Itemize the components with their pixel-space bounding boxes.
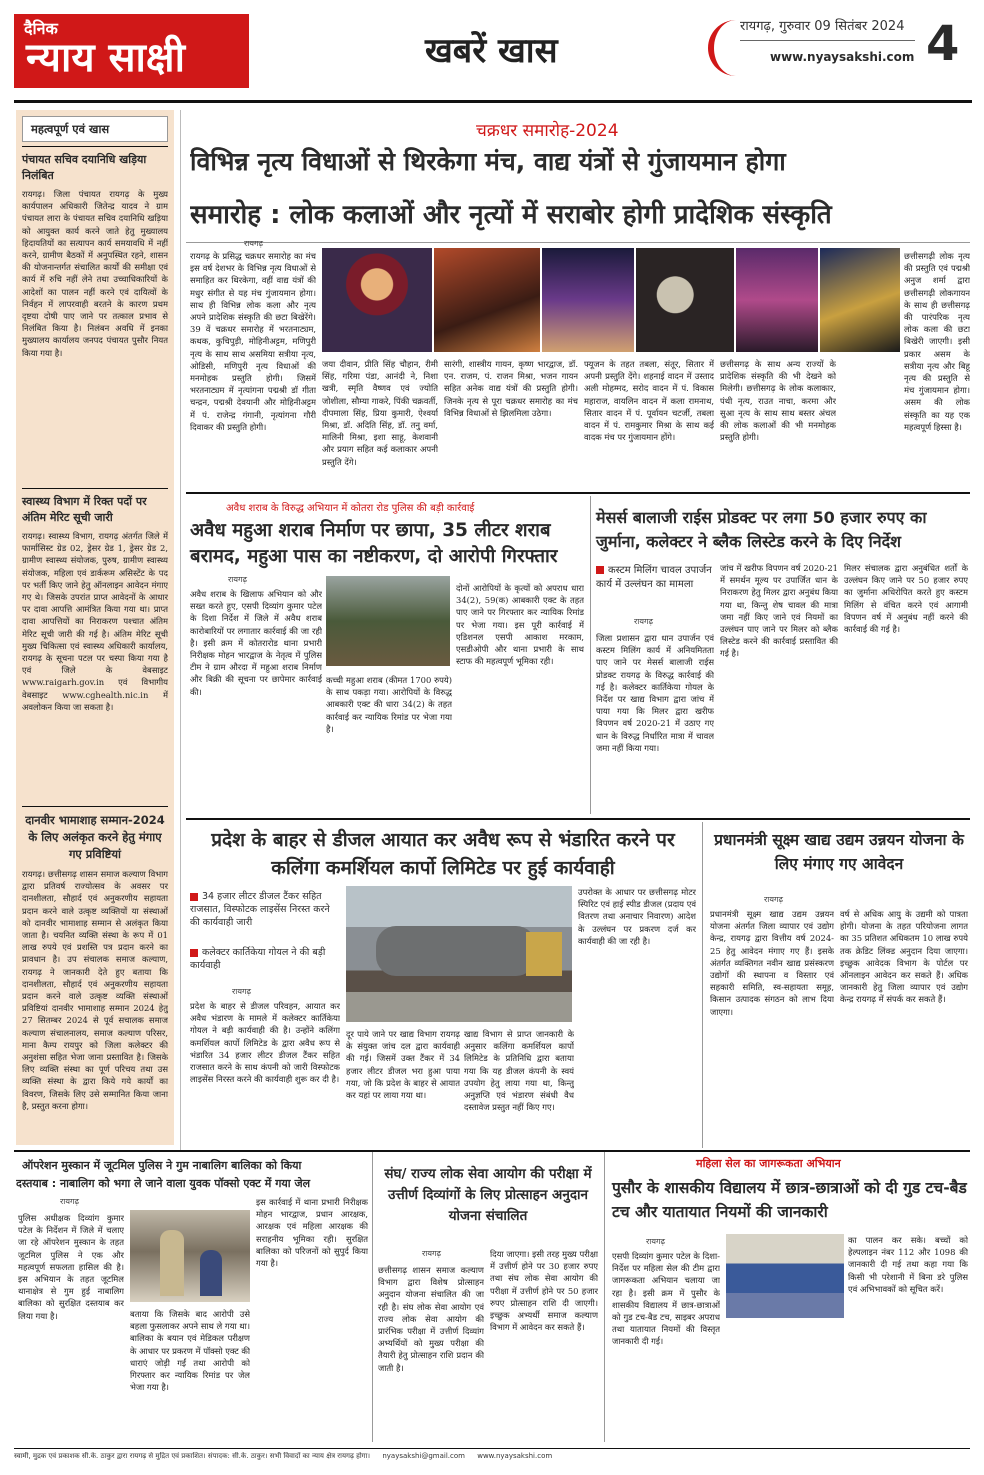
- pusour-kicker: महिला सेल का जागरूकता अभियान: [696, 1157, 841, 1170]
- police-girl-photo: [130, 1210, 250, 1302]
- feature-col2: जया दीवान, प्रीति सिंह चौहान, रीमी सिंह, गरिमा पंडा, आनंदी ने, निशा खत्री, स्मृति वैष्णव एवं ज्योति जोशीला, सौम्या गाकरे, पिंकी चक्रवर्ती, दीपमाला सिंह, प्रिया कुमारी, ऐश्वर्या मिश्रा, डॉ. अदिति सिंह, डॉ. तनु वर्मा, मालिनी मिश्रा, इशा साहू, केशवानी और प्रयाग सहित कई कलाकार अपनी प्रस्तुति देंगे।: [322, 359, 438, 467]
- students-classroom-photo: [726, 1234, 844, 1318]
- page-number: 4: [926, 16, 960, 72]
- mahua-body1: अवैध शराब के खिलाफ अभियान को और सख्त करते हुए, एसपी दिव्यांग कुमार पटेल के दिशा निर्देश में जिले में अवैध शराब कारोबारियों पर लगातार कार्रवाई की जा रही है। इसी क्रम में कोतरारोड थाना प्रभारी निरीक्षक मोहन भारद्वाज के नेतृत्व में पुलिस टीम ने ग्राम औरदा में महुआ शराब निर्माण और बिक्री की सूचना पर छापेमार कार्रवाई की।: [190, 589, 322, 697]
- bullet-square-icon: [190, 893, 198, 901]
- sidebar-story-1-body: रायगढ़। जिला पंचायत रायगढ़ के मुख्य कार्यपालन अधिकारी जितेन्द्र यादव ने ग्राम पंचायत लारा के पंचायत सचिव दयानिधि खड़िया को आयुक्त कार्य करने जाते हेतु मुख्यालय हिदायतियों का सत्यापन कार्य समयावधि में नहीं करने, ग्रामीण बैठकों में अनुपस्थित रहने, शासन की योजनान्तर्गत संचालित कार्यों की समीक्षा एवं कार्य में रुचि नहीं लेने तथा उच्चाधिकारियों के आदेशों का पालन नहीं करने एवं दायित्वों के निर्वहन में लापरवाही बरतने के कारण प्रथम दृष्टया दोषी पाए जाने पर तत्काल प्रभाव से निलंबित किया है। निलंबन अवधि में इनका मुख्यालय कार्यालय जनपद पंचायत पुसौर नियत किया गया है।: [22, 189, 168, 358]
- footer-website: www.nyaysakshi.com: [477, 1452, 553, 1460]
- brand-logo: [14, 14, 249, 88]
- muskan-headline-line2: दस्तयाब : नाबालिग को भगा ले जाने वाला युवक पॉक्सो एक्ट में गया जेल: [16, 1177, 311, 1190]
- muskan-headline-line1: ऑपरेशन मुस्कान में जूटमिल पुलिस ने गुम नाबालिग बालिका को किया: [22, 1159, 302, 1172]
- diesel-body2: दूर पाये जाने पर खाद्य विभाग रायगढ़ के संयुक्त जांच दल द्वारा कार्यवाही की गई। जिसमें उक्त टैंकर में 34 हजार लीटर डीजल भरा हुआ पाया गया, जो कि प्रदेश के बाहर से आयात कर यहां पर लाया गया था।: [346, 1029, 460, 1101]
- sidebar-story-1-headline: पंचायत सचिव दयानिधि खड़िया निलंबित: [22, 153, 147, 182]
- upsc-body1: छत्तीसगढ़ शासन समाज कल्याण विभाग द्वारा विशेष प्रोत्साहन अनुदान योजना संचालित की जा रही है। संघ लोक सेवा आयोग एवं राज्य लोक सेवा आयोग की प्रारंभिक परीक्षा में उत्तीर्ण दिव्यांग अभ्यर्थियों को मुख्य परीक्षा की तैयारी हेतु प्रोत्साहन राशि प्रदान की जाती है।: [378, 1265, 484, 1373]
- pm-body1: प्रधानमंत्री सूक्ष्म खाद्य उद्यम उन्नयन योजना अंतर्गत जिला व्यापार एवं उद्योग केन्द्र, रायगढ़ द्वारा वित्तीय वर्ष 2024-25 हेतु आवेदन मंगाए गए हैं। इसके अंतर्गत व्यक्तिगत नवीन खाद्य प्रसंस्करण उद्योगों की स्थापना व विस्तार एवं सहकारी समिति, स्व-सहायता समूह, किसान उत्पादक संगठन को लाभ दिया जाएगा।: [710, 909, 834, 1017]
- website: www.nyaysakshi.com: [770, 50, 915, 64]
- mahua-headline: अवैध महुआ शराब निर्माण पर छापा, 35 लीटर शराब बरामद, महुआ पास का नष्टीकरण, दो आरोपी गिरफ्तार: [190, 520, 558, 567]
- upsc-incentive-story: [376, 1152, 600, 1448]
- rice-headline: मेसर्स बालाजी राईस प्रोडक्ट पर लगा 50 हजार रुपए का जुर्माना, कलेक्टर ने ब्लैक लिस्टेड करने के दिए निर्देश: [596, 508, 927, 551]
- sidebar: [16, 110, 174, 1145]
- pusour-byline: रायगढ़: [646, 1237, 665, 1246]
- footer-email: nyaysakshi@gmail.com: [382, 1452, 465, 1460]
- pusour-school-story: [608, 1152, 970, 1448]
- tabla-player-photo: [636, 248, 734, 352]
- diesel-body1: प्रदेश के बाहर से डीजल परिवहन, आयात कर अवैध भंडारण के मामले में कलेक्टर कार्तिकेया गोयल ने बड़ी कार्यवाही की है। उन्होंने कलिंगा कमर्शियल कार्पो लिमिटेड के द्वारा अवैध रूप से भंडारित 34 हजार लीटर डीजल टैंकर सहित राजसात करने के साथ कंपनी को जारी विस्फोटक लाइसेंस निरस्त करने की कार्यवाही शुरू कर दी है।: [190, 1001, 340, 1085]
- dateline: रायगढ़, गुरुवार 09 सितंबर 2024: [740, 19, 905, 34]
- rice-mill-story: [594, 496, 970, 814]
- feature-headline-line2: समारोह : लोक कलाओं और नृत्यों में सराबोर होगी प्रादेशिक संस्कृति: [190, 200, 832, 230]
- dance-stage-photo: [736, 248, 818, 352]
- feature-col1: रायगढ़ के प्रसिद्ध चक्रधर समारोह का मंच इस वर्ष देशभर के विभिन्न नृत्य विधाओं से समाहित कर थिरकेगा, वहीं वाद्य यंत्रों की मधुर संगीत से यह मंच गुंजायमान होगा। साथ ही विभिन्न लोक कला और नृत्य अपने प्रादेशिक संस्कृति की छटा बिखेरेंगे। 39 वें चक्रधर समारोह में भरतनाट्यम, कथक, कुचिपुड़ी, मोहिनीअट्टम, मणिपुरी नृत्य के साथ साथ असमिया सत्रीया नृत्य, ओडिसी, मणिपुरी नृत्य विधाओं की मनमोहक प्रस्तुति होगी। जिसमें भरतनाट्यम में नृत्यांगना पद्मश्री डॉ गीता चन्द्रन, पद्मश्री देवयानी और मोहिनीअट्टम में पं. राजेन्द्र गंगानी, नृत्यांगना गौरी दिवाकर की प्रस्तुति होगी।: [190, 251, 316, 432]
- upsc-byline: रायगढ़: [422, 1249, 441, 1258]
- diesel-bullet-2-text: कलेक्टर कार्तिकेया गोयल ने की बड़ी कार्यवाही: [190, 947, 326, 971]
- tanker-body: [376, 926, 536, 976]
- mahua-kicker: अवैध शराब के विरुद्ध अभियान में कोतरा रोड पुलिस की बड़ी कार्रवाई: [226, 503, 475, 514]
- pusour-body1: एसपी दिव्यांग कुमार पटेल के दिशा-निर्देश पर महिला सेल की टीम द्वारा जागरूकता अभियान चलाया जा रहा है। इसी क्रम में पुसौर के शासकीय विद्यालय में छात्र-छात्राओं को गुड टच-बैड टच, साइबर अपराध तथा यातायात नियमों की विस्तृत जानकारी दी गई।: [612, 1251, 720, 1347]
- masthead: [0, 0, 984, 100]
- girl-figure: [200, 1250, 222, 1296]
- pusour-headline: पुसौर के शासकीय विद्यालय में छात्र-छात्राओं को दी गुड टच-बैड टच और यातायात नियमों की जानकारी: [612, 1179, 967, 1221]
- operation-muskan-story: [14, 1152, 370, 1448]
- sidebar-title-box: [22, 116, 168, 142]
- police-seizure-photo: [326, 576, 450, 666]
- diesel-bullet-1-text: 34 हजार लीटर डीजल टैंकर सहित राजसात, विस्फोटक लाइसेंस निरस्त करने की कार्यवाही जारी: [190, 891, 330, 928]
- feature-col4: फ्यूजन के तहत तबला, संतूर, सितार में अपनी प्रस्तुति देंगे। शहनाई वादन में उस्ताद अली मोहम्मद, सरोद वादन में पं. विकास महाराज, वायलिन वादन में कला रामनाथ, सितार वादन में पं. पूर्वायन चटर्जी, तबला वादन में पं. रामकुमार मिश्रा के साथ कई वादक मंच पर गुंजायमान होंगे।: [584, 359, 714, 443]
- rice-body3: मिलर संचालक द्वारा अनुबंधित शर्तों के उल्लंघन किए जाने पर 50 हजार रुपए का जुर्माना अधिरोपित करते हुए कस्टम मिलिंग से वंचित करने एवं आगामी विपणन वर्ष में अनुबंध नहीं करने की कार्रवाई की गई है।: [844, 563, 968, 635]
- pm-scheme-story: [706, 822, 970, 1148]
- mahua-body3: दोनों आरोपियों के कृत्यों को अपराध धारा 34(2), 59(क) आबकारी एक्ट के तहत पाए जाने पर गिरफ्तार कर न्यायिक रिमांड पर भेजा गया। इस पूरी कार्रवाई में एडिशनल एसपी आकाश मरकाम, एसडीओपी और थाना प्रभारी के साथ स्टाफ की महत्वपूर्ण भूमिका रही।: [456, 583, 584, 667]
- muskan-body2: बताया कि जिसके बाद आरोपी उसे बहला फुसलाकर अपने साथ ले गया था। बालिका के बयान एवं मेडिकल परीक्षण के आधार पर प्रकरण में पॉक्सो एक्ट की धाराएं जोड़ी गईं तथा आरोपी को गिरफ्तार कर न्यायिक रिमांड पर जेल भेजा गया है।: [130, 1309, 250, 1393]
- officer-figure: [160, 1230, 184, 1296]
- sidebar-story-3-headline: दानवीर भामाशाह सम्मान-2024 के लिए अलंकृत करने हेतु मंगाए गए प्रविष्टियां: [25, 813, 165, 861]
- sidebar-story-3-body: रायगढ़। छत्तीसगढ़ शासन समाज कल्याण विभाग द्वारा प्रतिवर्ष राज्योत्सव के अवसर पर दानशीलता, सौहार्द एवं अनुकरणीय सहायता प्रदान करने वाले उत्कृष्ट व्यक्तियों या संस्थाओं को दानवीर भामाशाह सम्मान से अलंकृत किया जाता है। चयनित व्यक्ति संस्था के रूप में 01 लाख रुपये एवं प्रशस्ति पत्र प्रदान करने का प्रावधान है। उप संचालक समाज कल्याण, रायगढ़ ने जानकारी देते हुए बताया कि दानशीलता, सौहार्द एवं अनुकरणीय सहायता प्रदान करने वाले उत्कृष्ट व्यक्ति संस्थाओं प्रविष्टियां दानवीर भामाशाह सम्मान 2024 हेतु 27 सितम्बर 2024 से पूर्व सचालक समाज कल्याण संचालनालय, समाज कल्याण परिसर, माना कैम्प रायपुर को जिला कलेक्टर की अनुशंसा सहित भेजा जाना प्रस्तावित है। जिसके लिए व्यक्ति संस्था का पूर्ण परिचय तथा उस व्यक्ति संस्था के द्वारा किये गये कार्यों का विवरण, जिसके लिए उसे सम्मानित किया जाना है, प्रस्तुत करना होगा।: [22, 869, 168, 1111]
- tanker-cab: [526, 932, 562, 976]
- rice-byline: रायगढ़: [634, 617, 653, 626]
- muskan-body1: पुलिस अधीक्षक दिव्यांग कुमार पटेल के निर्देशन में जिले में चलाए जा रहे ऑपरेशन मुस्कान के तहत जूटमिल पुलिस ने एक और महत्वपूर्ण सफलता हासिल की है। इस अभियान के तहत जूटमिल थानाक्षेत्र से गुम हुई नाबालिग बालिका को सुरक्षित दस्तयाब कर लिया गया है।: [18, 1213, 124, 1321]
- muskan-body3: इस कार्रवाई में थाना प्रभारी निरीक्षक मोहन भारद्वाज, प्रधान आरक्षक, आरक्षक एवं महिला आरक्षक की सराहनीय भूमिका रही। सुरक्षित बालिका को परिजनों को सुपुर्द किया गया है।: [256, 1197, 368, 1269]
- diesel-headline: प्रदेश के बाहर से डीजल आयात कर अवैध रूप से भंडारित करने पर कलिंगा कमर्शियल कार्पो लिमिटेड पर हुई कार्यवाही: [211, 829, 675, 879]
- footer: [14, 1452, 970, 1470]
- muskan-byline: रायगढ़: [60, 1197, 79, 1206]
- diesel-body3: खाद्य विभाग से प्राप्त जानकारी के अनुसार कलिंगा कमर्शियल कार्पो लिमिटेड के प्रतिनिधि द्वारा बताया गया कि यह डीजल कंपनी के स्वयं उपयोग हेतु लाया गया था, किन्तु अनुज्ञप्ति एवं भंडारण संबंधी वैध दस्तावेज प्रस्तुत नहीं किए गए।: [464, 1029, 574, 1113]
- sidebar-story-2-headline: स्वास्थ्य विभाग में रिक्त पदों पर अंतिम मेरिट सूची जारी: [22, 495, 147, 524]
- upsc-body2: दिया जाएगा। इसी तरह मुख्य परीक्षा में उत्तीर्ण होने पर 30 हजार रुपए तथा संघ लोक सेवा आयोग की परीक्षा में उत्तीर्ण होने पर 50 हजार रुपए प्रोत्साहन राशि दी जाएगी। इच्छुक अभ्यर्थी समाज कल्याण विभाग में आवेदन कर सकते हैं।: [490, 1249, 598, 1333]
- diesel-body4: उपरोक्त के आधार पर छत्तीसगढ़ मोटर स्पिरिट एवं हाई स्पीड डीजल (प्रदाय एवं वितरण तथा अनाचार निवारण) आदेश के उल्लंघन पर प्रकरण दर्ज कर कार्यवाही की जा रही है।: [578, 887, 696, 946]
- diesel-bullet-1: [190, 890, 340, 929]
- feature-col6: छत्तीसगढ़ी लोक नृत्य की प्रस्तुति एवं पद्मश्री अनुज शर्मा द्वारा छत्तीसगढ़ी लोकगायन के साथ ही छत्तीसगढ़ की पारंपरिक नृत्य लोक कला की छटा बिखेरी जाएगी। इसी प्रकार असम के सत्रीया नृत्य और बिहू नृत्य की प्रस्तुति से मंच गुंजायमान होगा। असम की लोक संस्कृति का यह एक महत्वपूर्ण हिस्सा है।: [904, 251, 970, 432]
- feature-story: [186, 110, 970, 490]
- rice-subhead: [596, 564, 714, 592]
- brand-small: दैनिक: [24, 19, 58, 38]
- footer-imprint: स्वामी, मुद्रक एवं प्रकाशक सी.के. ठाकुर द्वारा रायगढ़ से मुद्रित एवं प्रकाशित। संपादक: सी.के. ठाकुर। सभी विवादों का न्याय क्षेत्र रायगढ़ होगा।: [14, 1452, 371, 1460]
- diesel-bullet-2: [190, 946, 340, 972]
- feature-byline: रायगढ़: [244, 239, 263, 248]
- mahua-body2: कच्ची महुआ शराब (कीमत 1700 रुपये) के साथ पकड़ा गया। आरोपियों के विरुद्ध आबकारी एक्ट की धारा 34(2) के तहत कार्रवाई कर न्यायिक रिमांड पर भेजा गया है।: [326, 675, 452, 734]
- rice-body1: जिला प्रशासन द्वारा धान उपार्जन एवं कस्टम मिलिंग कार्य में अनियमितता पाए जाने पर मेसर्स बालाजी राईस प्रोडक्ट रायगढ़ के विरुद्ध कार्रवाई की गई है। कलेक्टर कार्तिकेया गोयल के निर्देश पर खाद्य विभाग द्वारा जांच में पाया गया कि मिलर द्वारा खरीफ विपणन वर्ष 2020-21 में उठाए गए धान के विरुद्ध निर्धारित मात्रा में चावल जमा नहीं किया गया।: [596, 633, 714, 753]
- diesel-byline: रायगढ़: [232, 987, 251, 996]
- sidebar-title: महत्वपूर्ण एवं खास: [31, 122, 110, 136]
- upsc-headline: संघ/ राज्य लोक सेवा आयोग की परीक्षा में उत्तीर्ण दिव्यांगों के लिए प्रोत्साहन अनुदान योजना संचालित: [384, 1166, 592, 1224]
- sitar-player-photo: [434, 248, 540, 352]
- folk-dancer-photo: [820, 248, 900, 352]
- mahua-byline: रायगढ़: [228, 575, 247, 584]
- brand-name: न्याय साक्षी: [26, 35, 185, 81]
- feature-col3: सारंगी, शास्त्रीय गायन, कृष्ण भारद्वाज, डॉ. एन. राजम, पं. राजन मिश्रा, भजन गायन सहित अनेक वाद्य यंत्रों की प्रस्तुति होगी। जिनके नृत्य से पूरा चक्रधर समारोह का मंच विभिन्न विधाओं से झिलमिला उठेगा।: [444, 359, 578, 418]
- section-title: खबरें खास: [425, 31, 558, 71]
- diesel-story: [186, 822, 698, 1148]
- dance-group-photo: [542, 248, 634, 352]
- diesel-tanker-photo: [346, 886, 572, 1022]
- pm-byline: रायगढ़: [764, 895, 783, 904]
- rice-subhead-text: कस्टम मिलिंग चावल उपार्जन कार्य में उल्लंघन का मामला: [596, 565, 712, 590]
- pm-body2: वर्ष से अधिक आयु के उद्यमी को पात्रता होगी। योजना के तहत परियोजना लागत का 35 प्रतिशत अधिकतम 10 लाख रुपये तक क्रेडिट लिंक्ड अनुदान दिया जाएगा। इच्छुक आवेदक विभाग के पोर्टल पर ऑनलाइन आवेदन कर सकते हैं। अधिक जानकारी हेतु जिला व्यापार एवं उद्योग केन्द्र रायगढ़ में संपर्क कर सकते हैं।: [840, 909, 968, 1005]
- pm-headline: प्रधानमंत्री सूक्ष्म खाद्य उद्यम उन्नयन योजना के लिए मंगाए गए आवेदन: [714, 831, 964, 873]
- feature-headline-line1: विभिन्न नृत्य विधाओं से थिरकेगा मंच, वाद्य यंत्रों से गुंजायमान होगा: [190, 147, 786, 176]
- sidebar-story-2-body: रायगढ़। स्वास्थ्य विभाग, रायगढ़ अंतर्गत जिले में फार्मासिस्ट ग्रेड 02, ड्रेसर ग्रेड 1, ड्रेसर ग्रेड 2, ग्रामीण स्वास्थ्य संयोजक, पुरुष, ग्रामीण स्वास्थ्य संयोजक, महिला एवं डार्करूम असिस्टेंट के पद पर भर्ती किए जाने हेतु ऑनलाइन आवेदन मंगाए गए थे। जिसके उपरांत प्राप्त आवेदनों के आधार पर दावा आपत्ति आमंत्रित किया गया था। प्राप्त दावा आपत्तियों का निराकरण पश्चात अंतिम मेरिट सूची जारी की गई है। अंतिम मेरिट सूची मुख्य चिकित्सा एवं स्वास्थ्य अधिकारी कार्यालय, रायगढ़ के सूचना पटल पर चस्पा किया गया है एवं जिले के वेबसाइट www.raigarh.gov.in एवं विभागीय वेबसाइट www.cghealth.nic.in में अवलोकन किया जा सकता है।: [22, 531, 168, 712]
- red-swoosh: [708, 20, 738, 76]
- bullet-square-icon: [596, 566, 604, 574]
- pusour-body2: का पालन कर सके। बच्चों को हेल्पलाइन नंबर 112 और 1098 की जानकारी दी गई तथा कहा गया कि किसी भी परेशानी में बिना डरे पुलिस एवं अभिभावकों को सूचित करें।: [848, 1235, 968, 1294]
- rice-body2: जांच में खरीफ विपणन वर्ष 2020-21 में समर्थन मूल्य पर उपार्जित धान के निराकरण हेतु मिलर द्वारा अनुबंध किया गया था, किन्तु शेष चावल की मात्रा जमा नहीं किए जाने एवं नियमों का उल्लंघन पाए जाने पर मिलर को ब्लैक लिस्टेड करने की कार्रवाई प्रस्तावित की गई है।: [720, 563, 838, 659]
- dancer-photo-1: [322, 248, 432, 352]
- mahua-story: [186, 496, 586, 814]
- bullet-square-icon: [190, 949, 198, 957]
- feature-kicker: चक्रधर समारोह-2024: [476, 121, 619, 141]
- feature-col5: छत्तीसगढ़ के साथ अन्य राज्यों के प्रादेशिक संस्कृति की भी देखने को मिलेगी। छत्तीसगढ़ के लोक कलाकार, पंथी नृत्य, राउत नाचा, करमा और सुआ नृत्य के साथ साथ बस्तर अंचल की लोक कलाओं की भी मनमोहक प्रस्तुति होगी।: [720, 359, 836, 443]
